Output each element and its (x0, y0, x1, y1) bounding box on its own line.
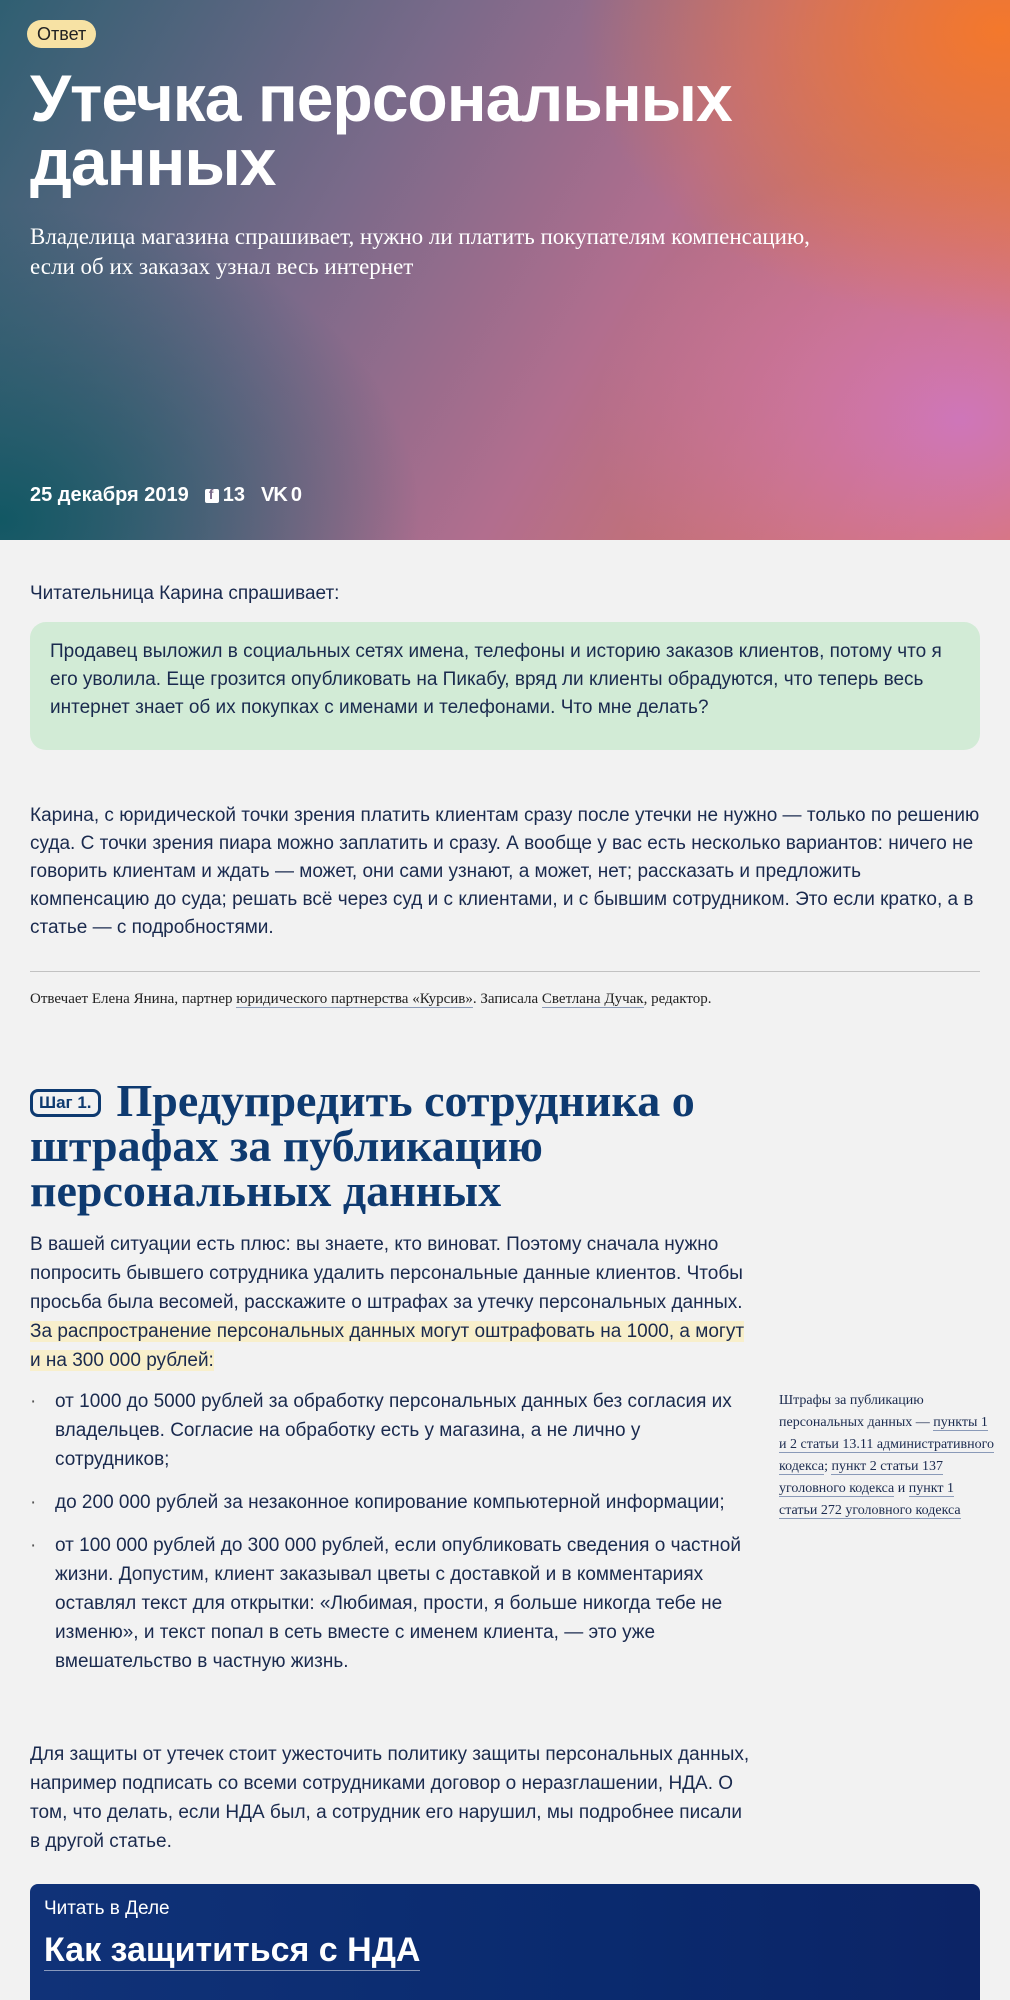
credits-middle: . Записала (472, 991, 542, 1007)
firm-link[interactable]: юридического партнерства «Курсив» (236, 991, 473, 1007)
article-intro (30, 580, 980, 1010)
read-also-card[interactable] (30, 1884, 980, 2000)
author-link[interactable]: Светлана Дучак (541, 991, 644, 1007)
highlighted-text: За распространение персональных данных могут оштрафовать на 1000, а могут и на 300 000 рублей: (30, 1321, 745, 1371)
fines-list (30, 1387, 750, 1676)
fines-sidenote (779, 1390, 994, 1522)
read-also-link[interactable]: Как защититься с НДА (44, 1931, 421, 1969)
vk-icon: VK (261, 484, 287, 506)
answer-badge: Ответ (27, 20, 96, 48)
facebook-icon (205, 489, 219, 503)
credits-prefix: Отвечает Елена Янина, партнер (30, 991, 237, 1007)
protection-paragraph: Для защиты от утечек стоит ужесточить политику защиты персональных данных, например подписать со всеми сотрудниками договор о неразглашении, НДА. О том, что делать, если НДА был, а сотрудник его нарушил, мы подробнее писали в другой статье. (30, 1744, 750, 1852)
vk-share-button[interactable] (261, 484, 302, 507)
vk-share-count: 0 (290, 484, 302, 506)
step-1-text: В вашей ситуации есть плюс: вы знаете, кто виноват. Поэтому сначала нужно попросить бывшего сотрудника удалить персональные данные клиентов. Чтобы просьба была весомей, расскажите о штрафах за утечку персональных данных. (30, 1234, 743, 1313)
read-also-kicker: Читать в Деле (44, 1898, 170, 1919)
credits-suffix: , редактор. (643, 991, 712, 1007)
sidenote-separator: и (894, 1481, 909, 1496)
facebook-share-count: 13 (222, 484, 246, 506)
step-1-title: Предупредить сотрудника о штрафах за публикацию персональных данных (30, 1075, 695, 1216)
page-title: Утечка персональных данных (30, 61, 732, 199)
list-item: · до 200 000 рублей за незаконное копирование компьютерной информации; (30, 1488, 750, 1517)
reader-question: Продавец выложил в социальных сетях имена, телефоны и историю заказов клиентов, потому что я его уволила. Еще грозится опубликовать на Пикабу, вряд ли клиенты обрадуются, что теперь весь интернет знает об их покупках с именами и телефонами. Что мне делать? (30, 622, 980, 750)
step-1-heading (30, 1075, 750, 1216)
step-1-body (30, 1230, 750, 1690)
criminal-code-272-link[interactable]: пункт 1 статьи 272 уголовного кодекса (779, 1481, 961, 1518)
step-1-paragraph (30, 1230, 750, 1375)
facebook-share-button[interactable] (205, 484, 245, 507)
short-answer: Карина, с юридической точки зрения платить клиентам сразу после утечки не нужно — только по решению суда. С точки зрения пиара можно заплатить и сразу. А вообще у вас есть несколько вариантов: ничего не говорить клиентам и ждать — может, они сами узнают, а может, нет; рассказать и предложить компенсацию до суда; решать всё через суд и с клиентами, и с бывшим сотрудником. Это если кратко, а в статье — с подробностями. (30, 805, 980, 938)
publish-date: 25 декабря 2019 (30, 484, 189, 506)
divider (30, 971, 980, 972)
step-badge: Шаг 1. (30, 1089, 101, 1117)
reader-intro: Читательница Карина спрашивает: (30, 583, 340, 604)
credits (30, 988, 980, 1010)
article-hero (0, 0, 1010, 540)
list-item: · от 100 000 рублей до 300 000 рублей, если опубликовать сведения о частной жизни. Допустим, клиент заказывал цветы с доставкой и в комментариях оставлял текст для открытки: «Любимая, прости, я больше никогда тебе не изменю», и текст попал в сеть вместе с именем клиента, — это уже вмешательство в частную жизнь. (30, 1531, 750, 1676)
page-subtitle: Владелица магазина спрашивает, нужно ли платить покупателям компенсацию, если об их заказах узнал весь интернет (30, 224, 810, 279)
sidenote-prefix: Штрафы за публикацию персональных данных — (779, 1393, 934, 1430)
list-item: · от 1000 до 5000 рублей за обработку персональных данных без согласия их владельцев. Согласие на обработку есть у магазина, а не лично у сотрудников; (30, 1387, 750, 1474)
sidenote-separator: ; (824, 1459, 832, 1474)
criminal-code-137-link[interactable]: пункт 2 статьи 137 уголовного кодекса (779, 1459, 944, 1496)
article-meta (30, 484, 302, 507)
admin-code-link[interactable]: пункты 1 и 2 статьи 13.11 административного кодекса (779, 1415, 994, 1474)
